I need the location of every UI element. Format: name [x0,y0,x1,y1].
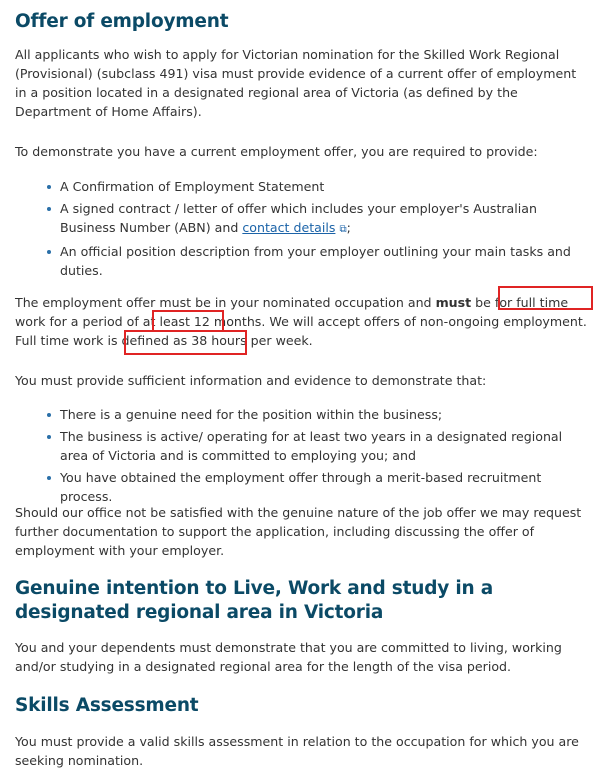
list-item [15,468,590,506]
bullet-icon [47,207,51,211]
bullet-icon [47,185,51,189]
list-item [15,177,590,196]
heading-offer-of-employment: Offer of employment [15,11,229,32]
intention-paragraph: You and your dependents must demonstrate that you are committed to living, working and/or studying in a designated regional area for the length of the visa period. [15,640,562,674]
terms-bold-must: must [435,295,472,310]
list-item-text-end: ; [346,220,351,235]
bullet-icon [47,435,51,439]
evidence-list [15,405,590,509]
offer-demonstrate-paragraph: To demonstrate you have a current employment offer, you are required to provide: [15,144,538,159]
closing-paragraph: Should our office not be satisfied with the genuine nature of the job offer we may request further documentation to support the application, including discussing the offer of employment with your employer. [15,505,582,558]
requirements-list [15,177,590,283]
heading-skills-assessment: Skills Assessment [15,695,199,716]
list-item-text: You have obtained the employment offer through a merit-based recruitment process. [60,470,542,504]
list-item [15,242,590,280]
list-item [15,199,590,239]
skills-paragraph: You must provide a valid skills assessment in relation to the occupation for which you are seeking nomination. [15,734,579,768]
heading-genuine-intention: Genuine intention to Live, Work and study in a designated regional area in Victoria [15,578,494,623]
list-item-text: A signed contract / letter of offer which includes your employer's Australian Business Number (ABN) and [60,201,537,235]
list-item [15,427,590,465]
evidence-intro-paragraph: You must provide sufficient information and evidence to demonstrate that: [15,373,487,388]
external-link-icon: ⧉ [339,224,347,235]
bullet-icon [47,413,51,417]
bullet-icon [47,476,51,480]
employment-terms-paragraph [15,293,590,350]
offer-intro-paragraph: All applicants who wish to apply for Victorian nomination for the Skilled Work Regional (Provisional) (subclass 491) visa must provide evidence of a current offer of employment in a position located in a designated regional area of Victoria (as defined by the Department of Home Affairs). [15,47,577,119]
terms-text-part1: The employment offer must be in your nominated occupation and [15,295,436,310]
bullet-icon [47,250,51,254]
list-item [15,405,590,424]
list-item-text: The business is active/ operating for at least two years in a designated regional area of Victoria and is committed to employing you; and [60,429,563,463]
list-item-text: There is a genuine need for the position within the business; [60,407,443,422]
contact-details-link[interactable]: contact details [242,220,336,235]
list-item-text: An official position description from your employer outlining your main tasks and duties. [60,244,571,278]
list-item-text: A Confirmation of Employment Statement [60,179,325,194]
terms-text-part2: be for full time work for a period of at least 12 months. We will accept offers of non-ongoing employment. Full time work is defined as 38 hours per week. [15,295,587,348]
